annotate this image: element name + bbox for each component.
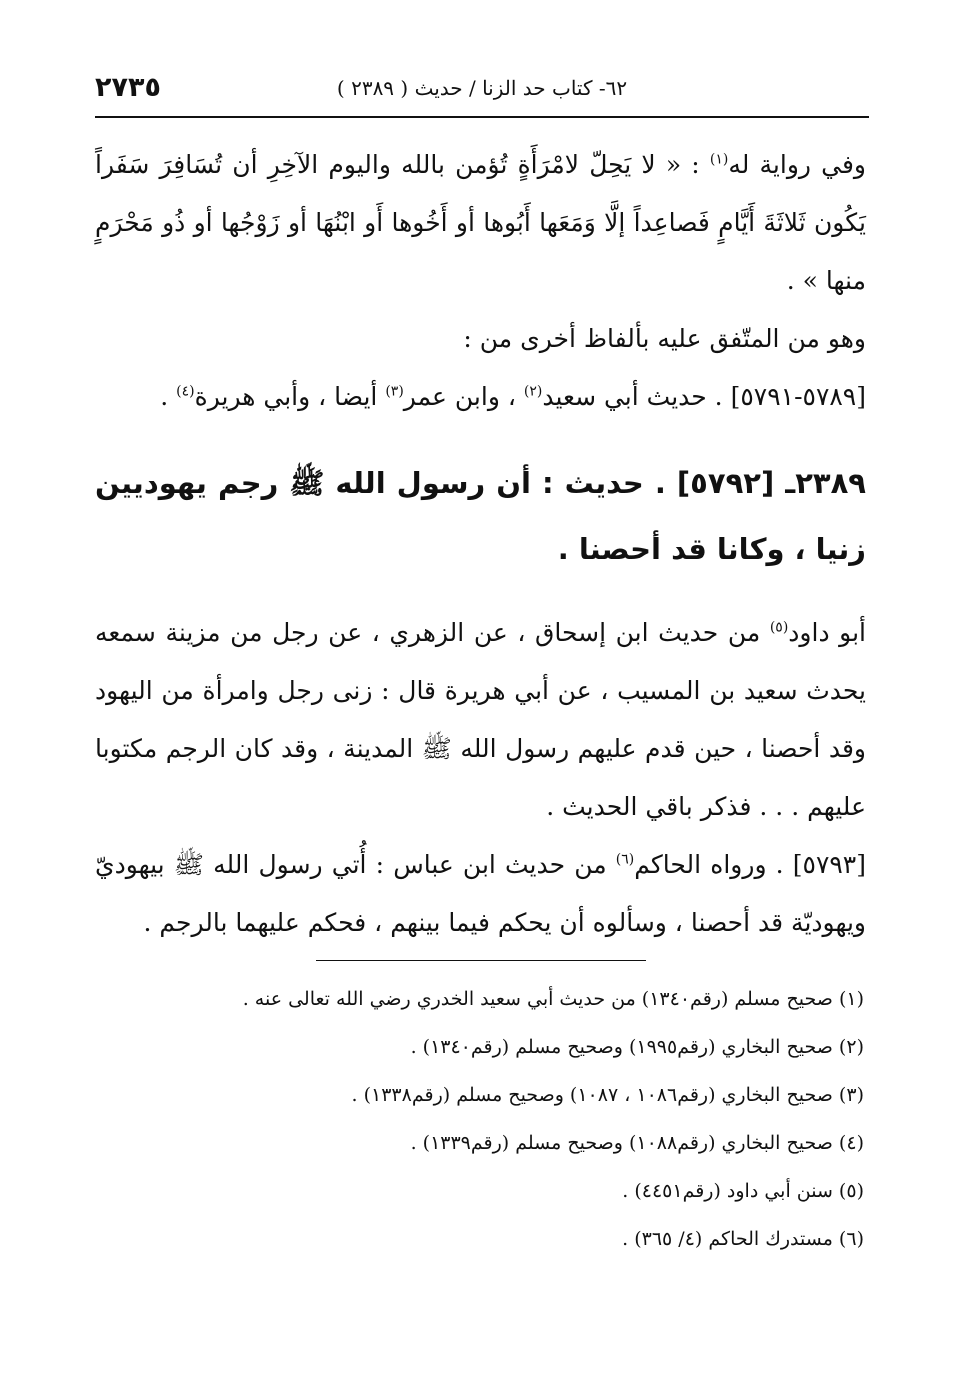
footnote-divider — [316, 960, 646, 961]
text-segment: من حديث ابن عباس : أُتي رسول الله ﷺ بيهوديّ ويهوديّة قد أحصنا ، وسألوه أن يحكم فيما بينهم ، فحكم عليهما بالرجم . — [95, 850, 866, 937]
footnote-marker-4: (٤) — [176, 383, 195, 400]
text-segment: [٥٧٩٣] . ورواه الحاكم — [634, 850, 866, 879]
footnote-list — [95, 975, 866, 1263]
paragraph-abu-dawud — [95, 604, 866, 836]
footnote-marker-3: (٣) — [385, 383, 404, 400]
text-segment: : « لا يَحِلّ لامْرَأَةٍ تُؤمن بالله واليوم الآخِرِ أن تُسَافِرَ سَفَراً يَكُون ثَلاثَةَ أَيَّامٍ فَصاعِداً إلَّا وَمَعَها أَبُوها أو أَخُوها أَو ابْنُهَا أو زَوْجُها أو ذُو مَحْرَمٍ منها » . — [95, 150, 866, 295]
paragraph-hakim — [95, 836, 866, 952]
text-segment: وفي رواية له — [728, 150, 866, 179]
footnote-marker-5: (٥) — [769, 619, 789, 636]
page-number: ٢٧٣٥ — [95, 72, 161, 103]
text-segment: من حديث ابن إسحاق ، عن الزهري ، عن رجل من مزينة سمعه يحدث سعيد بن المسيب ، عن أبي هريرة قال : زنى رجل وامرأة من اليهود وقد أحصنا ، حين قدم عليهم رسول الله ﷺ المدينة ، وقد كان الرجم مكتوبا عليهم . . . فذكر باقي الحديث . — [95, 618, 866, 821]
hadith-heading: ٢٣٨٩ـ [٥٧٩٢] . حديث : أن رسول الله ﷺ رجم يهوديين زنيا ، وكانا قد أحصنا . — [95, 466, 866, 566]
footnote-item: (٦) مستدرك الحاكم (٤/ ٣٦٥) . — [622, 1228, 864, 1250]
main-text — [95, 136, 866, 952]
footnote-marker-6: (٦) — [615, 851, 635, 868]
footnote-item: (٢) صحيح البخاري (رقم١٩٩٥) وصحيح مسلم (رقم١٣٤٠) . — [410, 1036, 864, 1058]
page-header — [95, 72, 869, 118]
text-segment: . — [160, 382, 177, 411]
text-segment: أيضا ، وأبي هريرة — [194, 382, 386, 411]
footnote-marker-2: (٢) — [523, 383, 543, 400]
footnote-item: (٤) صحيح البخاري (رقم١٠٨٨) وصحيح مسلم (رقم١٣٣٩) . — [410, 1132, 864, 1154]
paragraph-references — [95, 368, 866, 426]
running-head: ٦٢- كتاب حد الزنا / حديث ( ٢٣٨٩ ) — [336, 76, 628, 100]
text-segment: ، وابن عمر — [403, 382, 524, 411]
footnote-marker-1: (١) — [709, 151, 729, 168]
text-segment: أبو داود — [788, 618, 866, 647]
footnote-item: (٣) صحيح البخاري (رقم١٠٨٦ ، ١٠٨٧) وصحيح مسلم (رقم١٣٣٨) . — [351, 1084, 864, 1106]
footnote-item: (١) صحيح مسلم (رقم١٣٤٠) من حديث أبي سعيد الخدري رضي الله تعالى عنه . — [242, 988, 864, 1010]
text-segment: [٥٧٨٩-٥٧٩١] . حديث أبي سعيد — [542, 382, 866, 411]
paragraph-muttafaq: وهو من المتّفق عليه بألفاظ أخرى من : — [463, 324, 866, 353]
footnotes — [95, 960, 866, 1263]
paragraph-riwaya — [95, 136, 866, 310]
footnote-item: (٥) سنن أبي داود (رقم٤٤٥١) . — [622, 1180, 864, 1202]
